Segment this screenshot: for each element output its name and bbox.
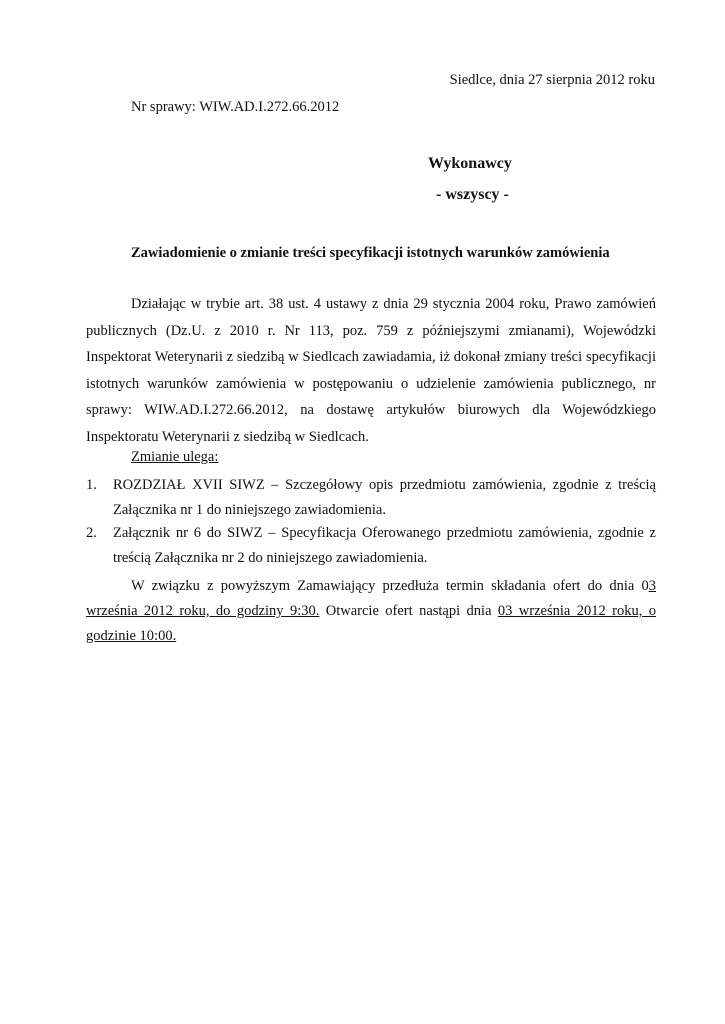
- recipient-title: Wykonawcy: [428, 155, 512, 172]
- opening-text: Otwarcie ofert nastąpi dnia: [319, 603, 498, 619]
- list-item-text: Załącznik nr 6 do SIWZ – Specyfikacja Oferowanego przedmiotu zamówienia, zgodnie z treścią Załącznika nr 2 do niniejszego zawiadomienia.: [113, 525, 656, 566]
- list-item-number: 2.: [86, 525, 97, 541]
- list-item-text: ROZDZIAŁ XVII SIWZ – Szczegółowy opis przedmiotu zamówienia, zgodnie z treścią Załącznika nr 1 do niniejszego zawiadomienia.: [113, 477, 656, 518]
- deadline-paragraph: [86, 574, 656, 649]
- list-item: [86, 521, 656, 570]
- list-item-number: 1.: [86, 477, 97, 493]
- subject-heading: Zawiadomienie o zmianie treści specyfikacji istotnych warunków zamówienia: [131, 245, 610, 261]
- changes-label: Zmianie ulega:: [131, 449, 219, 465]
- body-paragraph: Działając w trybie art. 38 ust. 4 ustawy z dnia 29 stycznia 2004 roku, Prawo zamówień publicznych (Dz.U. z 2010 r. Nr 113, poz. 759 z późniejszymi zmianami), Wojewódzki Inspektorat Weterynarii z siedzibą w Siedlcach zawiadamia, iż dokonał zmiany treści specyfikacji istotnych warunków zamówienia w postępowaniu o udzielenie zamówienia publicznego, nr sprawy: WIW.AD.I.272.66.2012, na dostawę artykułów biurowych dla Wojewódzkiego Inspektoratu Weterynarii z siedzibą w Siedlcach.: [86, 296, 656, 445]
- deadline-date: 3 września 2012 roku, do godziny 9:30.: [86, 578, 656, 619]
- recipient-subtitle: - wszyscy -: [436, 186, 509, 203]
- list-item: [86, 473, 656, 522]
- deadline-text: W związku z powyższym Zamawiający przedłuża termin składania ofert do dnia 0: [131, 578, 649, 594]
- case-number: Nr sprawy: WIW.AD.I.272.66.2012: [131, 99, 340, 115]
- opening-date: 03 września 2012 roku, o godzinie 10:00.: [86, 603, 656, 644]
- date-line: Siedlce, dnia 27 sierpnia 2012 roku: [449, 72, 655, 88]
